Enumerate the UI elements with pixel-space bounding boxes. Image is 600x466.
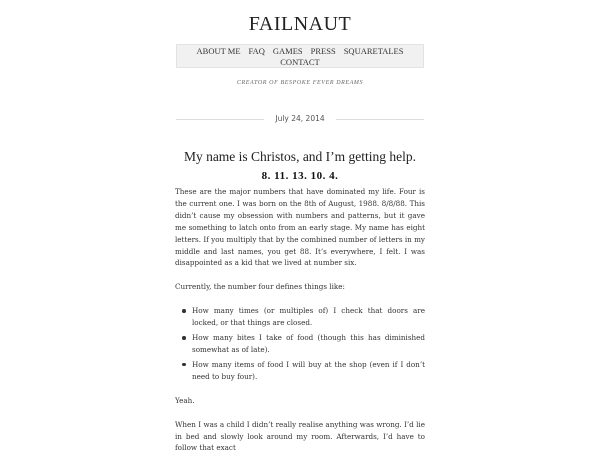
nav-item-faq[interactable]: FAQ	[248, 46, 265, 56]
site-tagline: CREATOR OF BESPOKE FEVER DREAMS	[236, 80, 364, 86]
list-item: How many bites I take of food (though this has diminished somewhat as of late).	[192, 333, 425, 354]
post-date[interactable]: July 24, 2014	[275, 114, 325, 123]
date-divider-right	[336, 119, 424, 120]
post-date-row	[176, 113, 424, 125]
post-list	[175, 305, 425, 382]
post-heading: 8. 11. 13. 10. 4.	[261, 170, 339, 182]
site-title[interactable]: FAILNAUT	[248, 13, 352, 35]
post-paragraph: Currently, the number four defines things like:	[175, 282, 345, 292]
list-item: How many times (or multiples of) I check that doors are locked, or that things are closed.	[192, 306, 425, 328]
nav-item-about-me[interactable]: ABOUT ME	[196, 46, 241, 56]
list-item: How many items of food I will buy at the shop (even if I don’t need to buy four).	[192, 359, 425, 381]
nav-item-contact[interactable]: CONTACT	[280, 57, 320, 67]
nav-item-squaretales[interactable]: SQUARETALES	[343, 46, 404, 56]
post-paragraph: Yeah.	[175, 395, 195, 405]
main-navigation	[176, 44, 424, 68]
post-title[interactable]: My name is Christos, and I’m getting help.	[183, 149, 417, 164]
post-paragraph: When I was a child I didn’t really realise anything was wrong. I’d lie in bed and slowly look around my room. Afterwards, I’d have to follow that exact	[175, 419, 425, 453]
nav-item-press[interactable]: PRESS	[310, 46, 336, 56]
nav-item-games[interactable]: GAMES	[272, 46, 303, 56]
post-paragraph: These are the major numbers that have dominated my life. Four is the current one. I was born on the 8th of August, 1988. 8/8/88. This didn’t cause my obsession with numbers and patterns, but it gave me something to latch onto from an early stage. My name has eight letters. If you multiply that by the combined number of letters in my middle and last names, you get 88. It’s everywhere, I felt. I was disappointed as a kid that we lived at number six.	[175, 187, 425, 268]
post-content	[175, 186, 425, 466]
